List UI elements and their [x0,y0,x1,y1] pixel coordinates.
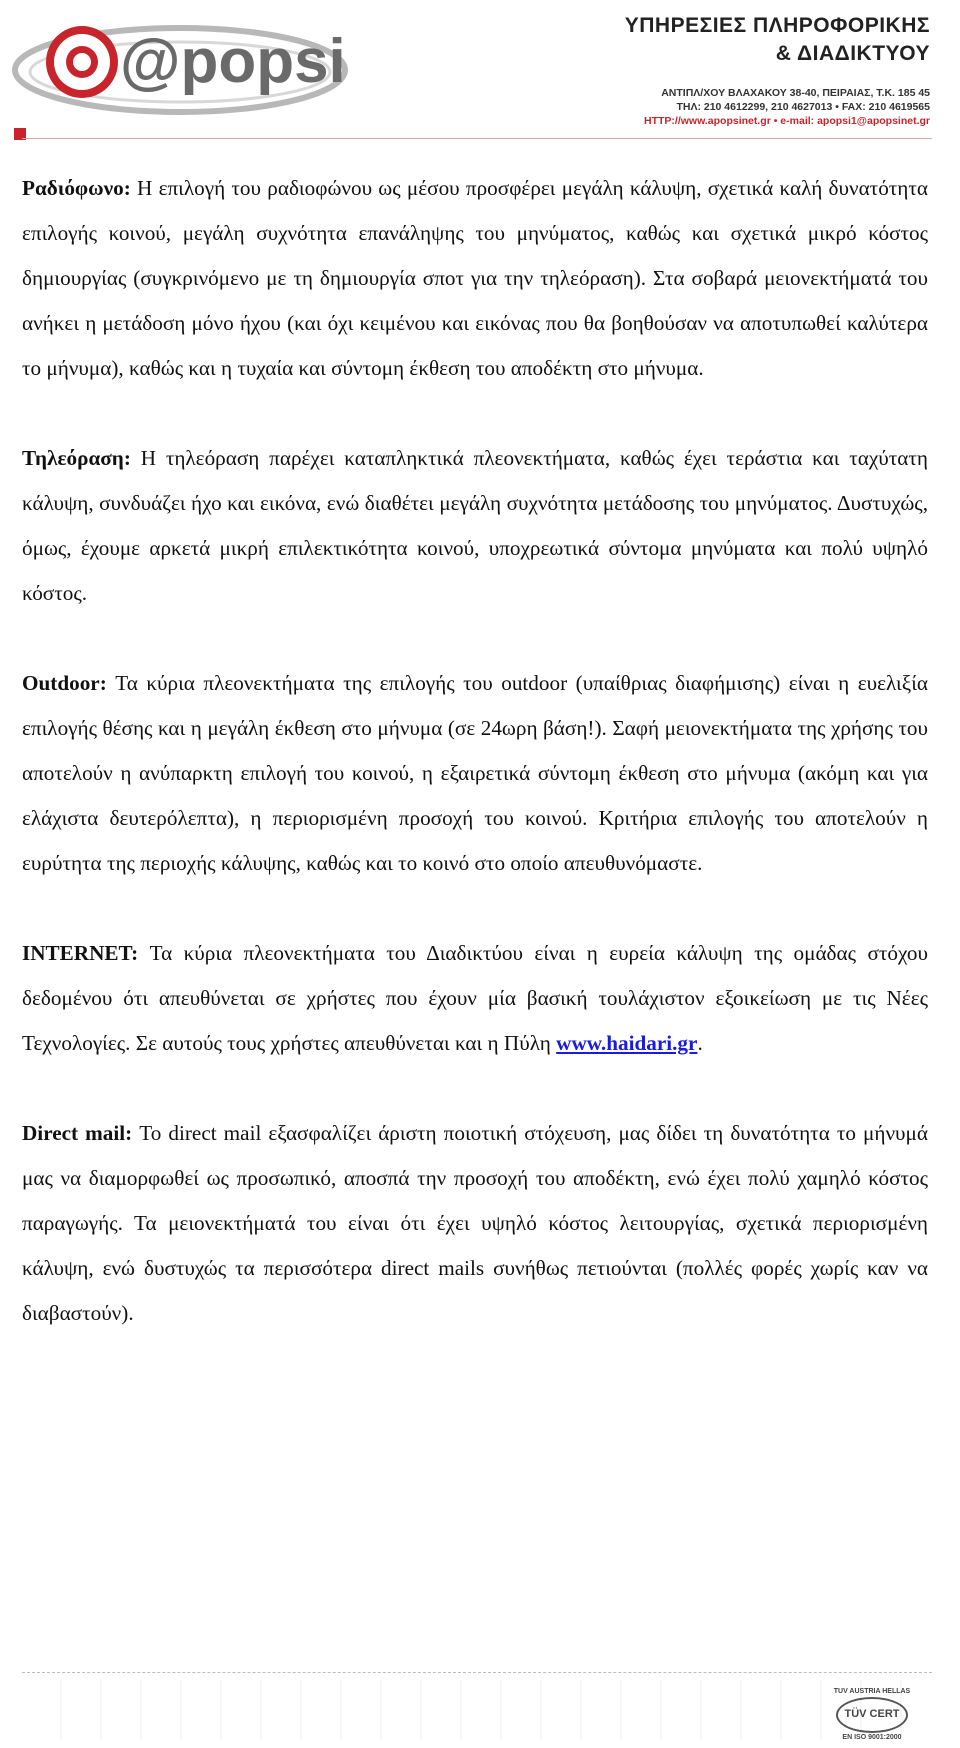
company-web[interactable]: HTTP://www.apopsinet.gr • e-mail: apopsi1@apopsinet.gr [644,115,930,127]
paragraph-television [22,436,928,616]
paragraph-internet [22,931,928,1066]
company-phones: ΤΗΛ: 210 4612299, 210 4627013 • FAX: 210 4619565 [676,101,930,113]
paragraph-radio [22,166,928,391]
term-radio: Ραδιόφωνο: [22,176,131,200]
paragraph-outdoor-text: Τα κύρια πλεονεκτήματα της επιλογής του outdoor (υπαίθριας διαφήμισης) είναι η ευελιξία επιλογής θέσης και η μεγάλη έκθεση στο μήνυμα (σε 24ωρη βάση!). Σαφή μειονεκτήματα της χρήσης του αποτελούν η ανύπαρκτη επιλογή του κοινού, η εξαιρετικά σύντομη έκθεση στο μήνυμα (ακόμη και για ελάχιστα δευτερόλεπτα), η περιορισμένη προσοχή του κοινού. Κριτήρια επιλογής του αποτελούν η ευρύτητα της περιοχής κάλυψης, καθώς και το κοινό στο οποίο απευθυνόμαστε. [22,671,928,875]
footer-divider [22,1672,932,1673]
paragraph-internet-end: . [697,1031,703,1055]
document-body [22,166,928,1381]
company-name-line2: & ΔΙΑΔΙΚΤΥΟΥ [775,42,930,65]
footer-band [22,1680,932,1740]
logo-wordmark: @popsi [120,27,346,96]
term-direct-mail: Direct mail: [22,1121,133,1145]
iso-certification-badge [822,1688,922,1746]
term-outdoor: Outdoor: [22,671,107,695]
paragraph-television-text: Η τηλεόραση παρέχει καταπληκτικά πλεονεκτήματα, καθώς έχει τεράστια και ταχύτατη κάλυψη, συνδυάζει ήχο και εικόνα, ενώ διαθέτει μεγάλη συχνότητα μετάδοσης του μηνύματος. Δυστυχώς, όμως, έχουμε αρκετά μικρή επιλεκτικότητα κοινού, υποχρεωτικά σύντομα μηνύματα και πολύ υψηλό κόστος. [22,446,928,605]
paragraph-radio-text: Η επιλογή του ραδιοφώνου ως μέσου προσφέρει μεγάλη κάλυψη, σχετικά καλή δυνατότητα επιλογής κοινού, μεγάλη συχνότητα επανάληψης του μηνύματος, καθώς και σχετικά μικρό κόστος δημιουργίας (συγκρινόμενο με τη δημιουργία σποτ για την τηλεόραση). Στα σοβαρά μειονεκτήματά του ανήκει η μετάδοση μόνο ήχου (και όχι κειμένου και εικόνας που θα βοηθούσαν να αποτυπωθεί καλύτερα το μήνυμα), καθώς και η τυχαία και σύντομη έκθεση του αποδέκτη στο μήνυμα. [22,176,928,380]
cert-issuer: TUV AUSTRIA HELLAS [833,1688,911,1695]
term-internet: INTERNET: [22,941,139,965]
header-divider [22,138,932,139]
paragraph-direct-mail-text: Το direct mail εξασφαλίζει άριστη ποιοτική στόχευση, μας δίδει τη δυνατότητα το μήνυμά μας να διαμορφωθεί ως προσωπικό, αποσπά την προσοχή του αποδέκτη, ενώ έχει πολύ χαμηλό κόστος παραγωγής. Τα μειονεκτήματά του είναι ότι έχει υψηλό κόστος λειτουργίας, σχετικά περιορισμένη κάλυψη, ενώ δυστυχώς τα περισσότερα direct mails συνήθως πετιούνται (πολλές φορές χωρίς καν να διαβαστούν). [22,1121,928,1325]
haidari-link[interactable]: www.haidari.gr [556,1031,698,1055]
paragraph-internet-text: Τα κύρια πλεονεκτήματα του Διαδικτύου είναι η ευρεία κάλυψη της ομάδας στόχου δεδομένου ότι απευθύνεται σε χρήστες που έχουν μία βασική τουλάχιστον εξοικείωση με τις Νέες Τεχνολογίες. Σε αυτούς τους χρήστες απευθύνεται και η Πύλη [22,941,928,1055]
tuv-cert-icon: TÜV CERT [836,1697,908,1733]
company-name-line1: ΥΠΗΡΕΣΙΕΣ ΠΛΗΡΟΦΟΡΙΚΗΣ [624,14,930,37]
page-header [0,0,960,150]
company-info [625,12,930,128]
paragraph-outdoor [22,661,928,886]
apopsi-logo [10,10,350,120]
company-address: ΑΝΤΙΠΛ/ΧΟΥ ΒΛΑΧΑΚΟΥ 38-40, ΠΕΙΡΑΙΑΣ, Τ.Κ. 185 45 [661,87,930,99]
paragraph-direct-mail [22,1111,928,1336]
term-television: Τηλεόραση: [22,446,131,470]
cert-standard: EN ISO 9001:2000 [842,1734,902,1741]
